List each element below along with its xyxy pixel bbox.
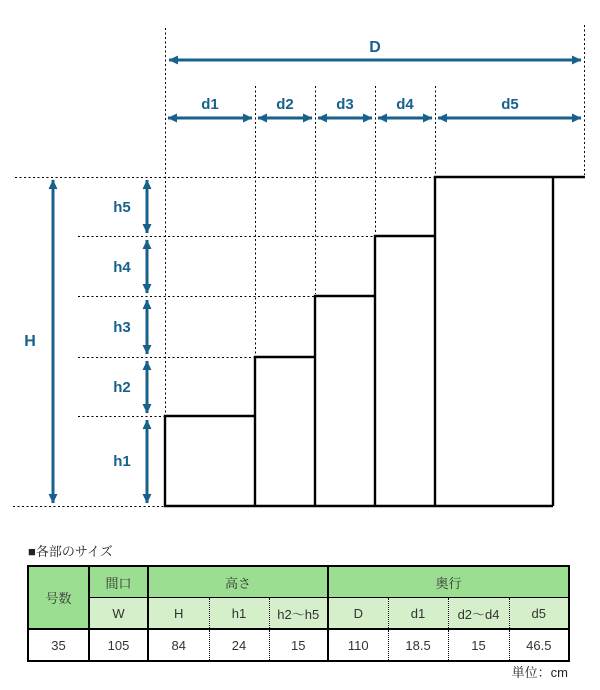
header-row-symbols bbox=[28, 598, 569, 630]
dim-label-d5: d5 bbox=[501, 96, 519, 113]
height-dimension-arrows bbox=[53, 180, 147, 503]
header-h1: h1 bbox=[209, 598, 269, 630]
value-h1: 24 bbox=[209, 629, 269, 661]
dim-label-h2: h2 bbox=[113, 379, 131, 396]
dim-label-H: H bbox=[24, 333, 36, 350]
construction-lines bbox=[13, 25, 585, 507]
depth-dimension-arrows bbox=[168, 60, 581, 118]
value-H: 84 bbox=[148, 629, 209, 661]
value-d2d4: 15 bbox=[448, 629, 509, 661]
header-size-no: 号数 bbox=[28, 566, 89, 629]
header-W: W bbox=[89, 598, 148, 630]
table-title: ■各部のサイズ bbox=[28, 544, 113, 559]
dim-label-D: D bbox=[369, 39, 381, 56]
value-D: 110 bbox=[328, 629, 388, 661]
stair-outline bbox=[164, 177, 585, 506]
header-height-group: 高さ bbox=[148, 566, 328, 598]
header-d2d4: d2～d4 bbox=[448, 598, 509, 630]
value-size-no: 35 bbox=[28, 629, 89, 661]
dim-label-h1: h1 bbox=[113, 453, 131, 470]
header-d1: d1 bbox=[388, 598, 448, 630]
header-h2h5: h2～h5 bbox=[269, 598, 328, 630]
dim-label-h3: h3 bbox=[113, 319, 131, 336]
header-H: H bbox=[148, 598, 209, 630]
header-d5: d5 bbox=[509, 598, 569, 630]
header-width-group: 間口 bbox=[89, 566, 148, 598]
header-depth-group: 奥行 bbox=[328, 566, 569, 598]
dim-label-d1: d1 bbox=[201, 96, 219, 113]
size-table bbox=[27, 565, 570, 662]
header-row-groups bbox=[28, 566, 569, 598]
dim-label-d2: d2 bbox=[276, 96, 294, 113]
value-row bbox=[28, 629, 569, 661]
dim-label-h4: h4 bbox=[113, 259, 131, 276]
dim-label-d4: d4 bbox=[396, 96, 414, 113]
header-D: D bbox=[328, 598, 388, 630]
value-d5: 46.5 bbox=[509, 629, 569, 661]
value-W: 105 bbox=[89, 629, 148, 661]
unit-note: 単位：cm bbox=[511, 665, 568, 680]
value-d1: 18.5 bbox=[388, 629, 448, 661]
dim-label-d3: d3 bbox=[336, 96, 354, 113]
dim-label-h5: h5 bbox=[113, 199, 131, 216]
value-h2h5: 15 bbox=[269, 629, 328, 661]
